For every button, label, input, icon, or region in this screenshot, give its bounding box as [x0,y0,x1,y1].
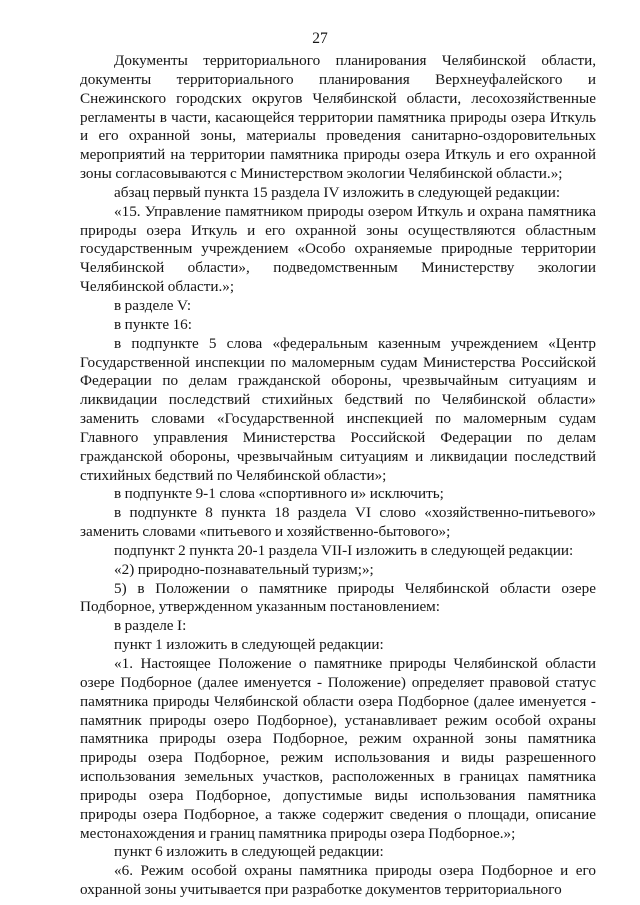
paragraph: 5) в Положении о памятнике природы Челябинской области озере Подборное, утвержденном указанным постановлением: [80,579,596,616]
paragraph: в пункте 16: [114,315,192,333]
paragraph: абзац первый пункта 15 раздела IV изложить в следующей редакции: [114,183,561,201]
paragraph: в подпункте 9-1 слова «спортивного и» исключить; [114,485,444,503]
paragraph: в подпункте 8 пункта 18 раздела VI слово «хозяйственно-питьевого» заменить словами «питьевого и хозяйственно-бытового»; [80,504,596,541]
paragraph: в разделе V: [114,296,192,314]
paragraph: в подпункте 5 слова «федеральным казенным учреждением «Центр Государственной инспекции по маломерным судам Министерства Российской Федерации по делам гражданской обороны, чрезвычайным ситуациям и ликвидации последствий стихийных бедствий по Челябинской области» заменить словами «Государственной инспекцией по маломерным судам Главного управления Министерства Российской Федерации по делам гражданской обороны, чрезвычайным ситуациям и ликвидации последствий стихийных бедствий по Челябинской области»; [80,334,596,484]
paragraph: «15. Управление памятником природы озером Иткуль и охрана памятника природы озера Иткуль и его охранной зоны осуществляются областным государственным учреждением «Особо охраняемые природные территории Челябинской области», подведомственным Министерству экологии Челябинской области.»; [80,202,596,296]
document-body [80,52,596,900]
paragraph: в разделе I: [114,617,187,635]
paragraph: Документы территориального планирования Челябинской области, документы территориального планирования Верхнеуфалейского и Снежинского городских округов Челябинской области, лесохозяйственные регламенты в части, касающейся территории памятника природы озера Иткуль и его охранной зоны, материалы проведения санитарно-оздоровительных мероприятий на территории памятника природы озера Иткуль и его охранной зоны согласовываются с Министерством экологии Челябинской области.»; [80,52,596,183]
paragraph: пункт 1 изложить в следующей редакции: [114,636,384,654]
paragraph: пункт 6 изложить в следующей редакции: [114,843,384,861]
paragraph: «1. Настоящее Положение о памятнике природы Челябинской области озере Подборное (далее именуется - Положение) определяет правовой статус памятника природы Челябинской области озера Подборное (далее именуется - памятник природы озеро Подборное), устанавливает режим особой охраны памятника природы озера Подборное, режим охранной зоны памятника природы озера Подборное, режим использования и виды разрешенного использования земельных участков, расположенных в границах памятника природы озера Подборное, допустимые виды использования памятника природы озера Подборное, а также содержит сведения о площади, описание местонахождения и границ памятника природы озера Подборное.»; [80,655,596,842]
paragraph: подпункт 2 пункта 20-1 раздела VII-I изложить в следующей редакции: [114,541,574,559]
paragraph: «6. Режим особой охраны памятника природы озера Подборное и его охранной зоны учитывается при разработке документов территориального [80,862,596,899]
page-number: 27 [312,30,328,47]
paragraph: «2) природно-познавательный туризм;»; [114,560,374,578]
